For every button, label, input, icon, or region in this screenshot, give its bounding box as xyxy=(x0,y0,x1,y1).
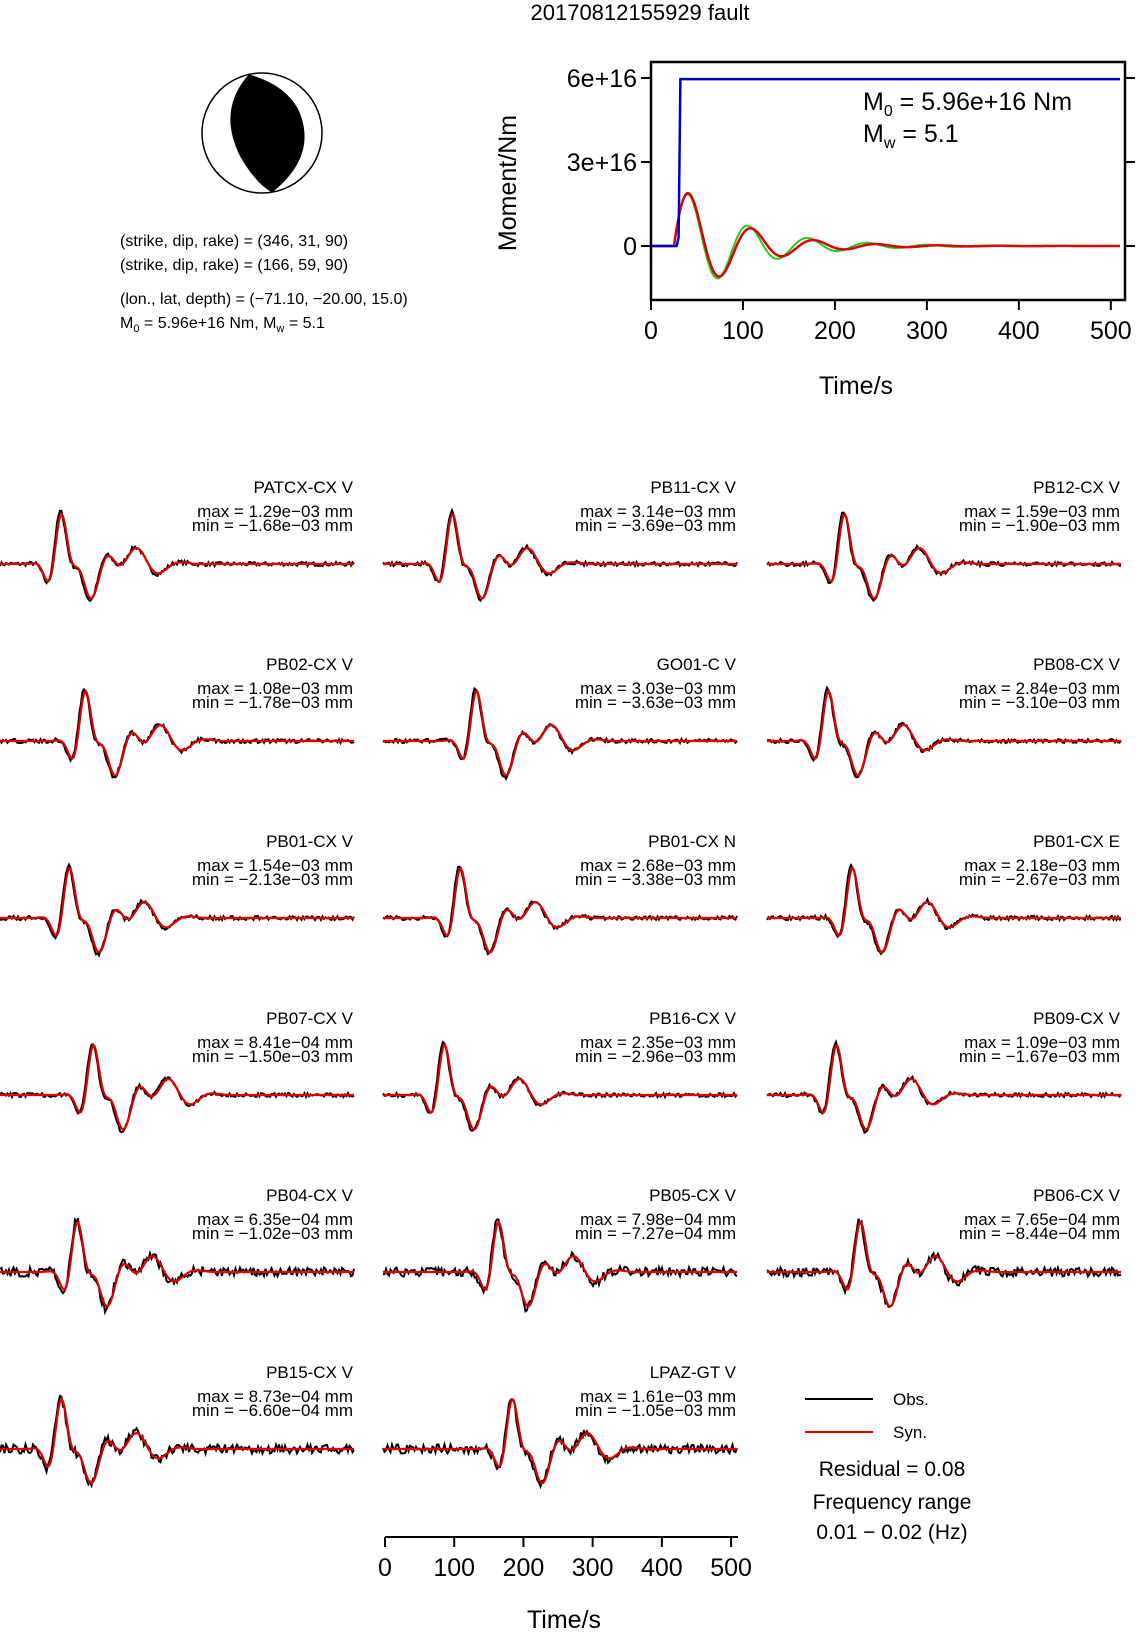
waveform-time-axis xyxy=(378,1537,752,1582)
station-name: PB01-CX V xyxy=(266,832,353,851)
station-min: min = −7.27e−04 mm xyxy=(574,1224,736,1243)
waveform-panel xyxy=(383,655,737,779)
station-max: max = 2.18e−03 mm xyxy=(964,856,1120,875)
plane1-text: (strike, dip, rake) = (346, 31, 90) xyxy=(120,233,349,250)
waveform-panel xyxy=(0,478,354,601)
station-name: PB01-CX N xyxy=(648,832,736,851)
station-min: min = −2.67e−03 mm xyxy=(958,870,1120,889)
moment-x-tick-label: 300 xyxy=(906,317,948,345)
station-name: PB16-CX V xyxy=(649,1009,736,1028)
waveform-x-label: Time/s xyxy=(526,1606,602,1634)
legend-syn-label: Syn. xyxy=(893,1423,928,1442)
waveform-panel xyxy=(383,1363,737,1486)
moment-x-label: Time/s xyxy=(818,372,894,400)
moment-y-label: Moment/Nm xyxy=(494,114,522,252)
moment-series-red xyxy=(651,193,1120,277)
moment-chart xyxy=(494,62,1135,400)
station-min: min = −3.69e−03 mm xyxy=(574,516,736,535)
waveform-panel xyxy=(0,1009,354,1132)
source-info xyxy=(120,233,408,335)
station-name: PB02-CX V xyxy=(266,655,353,674)
waveform-panel xyxy=(383,832,737,954)
moment-x-tick-label: 500 xyxy=(1089,317,1132,345)
station-min: min = −3.63e−03 mm xyxy=(574,693,736,712)
station-max: max = 1.54e−03 mm xyxy=(197,856,353,875)
beachball xyxy=(202,73,322,193)
station-min: min = −3.10e−03 mm xyxy=(958,693,1120,712)
station-max: max = 3.14e−03 mm xyxy=(580,502,736,521)
station-max: max = 3.03e−03 mm xyxy=(580,679,736,698)
plane2-text: (strike, dip, rake) = (166, 59, 90) xyxy=(120,257,349,274)
station-name: PB11-CX V xyxy=(650,478,736,497)
waveform-axis-tick-label: 0 xyxy=(378,1554,392,1582)
station-max: max = 1.09e−03 mm xyxy=(964,1033,1120,1052)
station-name: LPAZ-GT V xyxy=(649,1363,736,1382)
station-min: min = −1.78e−03 mm xyxy=(191,693,353,712)
station-min: min = −1.67e−03 mm xyxy=(958,1047,1120,1066)
waveform-panel xyxy=(767,478,1121,601)
waveform-panel xyxy=(383,1186,737,1311)
waveform-panel xyxy=(0,1186,354,1312)
station-max: max = 2.68e−03 mm xyxy=(580,856,736,875)
moment-x-axis xyxy=(644,300,1132,345)
waveform-panel xyxy=(0,655,354,777)
station-max: max = 1.08e−03 mm xyxy=(197,679,353,698)
station-name: PB09-CX V xyxy=(1033,1009,1120,1028)
station-min: min = −8.44e−04 mm xyxy=(958,1224,1120,1243)
waveform-panel xyxy=(0,832,354,955)
station-min: min = −1.02e−03 mm xyxy=(191,1224,353,1243)
waveform-axis-tick-label: 500 xyxy=(710,1554,752,1582)
station-name: GO01-C V xyxy=(656,655,736,674)
legend-obs-label: Obs. xyxy=(893,1390,929,1409)
moment-y-tick-label: 0 xyxy=(623,233,637,261)
moment-mw-label: $M_w = 5.1$ xyxy=(863,120,959,152)
station-max: max = 7.65e−04 mm xyxy=(964,1210,1120,1229)
moment-y-tick-label: 6e+16 xyxy=(566,65,637,93)
waveform-panel xyxy=(0,1363,354,1485)
moment-x-tick-label: 0 xyxy=(644,317,658,345)
station-min: min = −3.38e−03 mm xyxy=(574,870,736,889)
moment-m0-label: $M_0 = 5.96e+16$ Nm xyxy=(863,88,1073,120)
waveform-axis-tick-label: 100 xyxy=(433,1554,476,1582)
moment-x-tick-label: 100 xyxy=(722,317,764,345)
station-min: min = −2.96e−03 mm xyxy=(574,1047,736,1066)
station-max: max = 8.41e−04 mm xyxy=(197,1033,353,1052)
station-name: PB07-CX V xyxy=(266,1009,353,1028)
station-name: PB01-CX E xyxy=(1033,832,1120,851)
station-max: max = 7.98e−04 mm xyxy=(580,1210,736,1229)
figure-title: 20170812155929 fault xyxy=(530,0,750,25)
waveform-panels xyxy=(0,478,1121,1486)
station-max: max = 2.84e−03 mm xyxy=(964,679,1120,698)
location-text: (lon., lat, depth) = (−71.10, −20.00, 15.0) xyxy=(120,291,408,308)
moment-x-tick-label: 200 xyxy=(814,317,856,345)
station-max: max = 6.35e−04 mm xyxy=(197,1210,353,1229)
station-name: PB15-CX V xyxy=(266,1363,353,1382)
legend xyxy=(805,1390,971,1544)
waveform-axis-tick-label: 200 xyxy=(502,1554,545,1582)
station-min: min = −1.50e−03 mm xyxy=(191,1047,353,1066)
station-max: max = 1.29e−03 mm xyxy=(197,502,353,521)
station-max: max = 1.61e−03 mm xyxy=(580,1387,736,1406)
station-name: PB12-CX V xyxy=(1033,478,1120,497)
station-min: min = −6.60e−04 mm xyxy=(191,1401,353,1420)
moment-series-green xyxy=(651,194,1120,278)
residual-text: Residual = 0.08 xyxy=(818,1458,966,1481)
waveform-axis-tick-label: 300 xyxy=(571,1554,614,1582)
waveform-panel xyxy=(767,1186,1121,1307)
station-min: min = −1.68e−03 mm xyxy=(191,516,353,535)
station-name: PB08-CX V xyxy=(1033,655,1120,674)
station-name: PATCX-CX V xyxy=(253,478,353,497)
station-max: max = 8.73e−04 mm xyxy=(197,1387,353,1406)
moment-y-tick-label: 3e+16 xyxy=(566,149,637,177)
waveform-panel xyxy=(767,832,1121,954)
moment-x-tick-label: 400 xyxy=(997,317,1040,345)
station-min: min = −1.90e−03 mm xyxy=(958,516,1120,535)
station-max: max = 1.59e−03 mm xyxy=(964,502,1120,521)
station-min: min = −2.13e−03 mm xyxy=(191,870,353,889)
station-min: min = −1.05e−03 mm xyxy=(574,1401,736,1420)
frequency-value: 0.01 − 0.02 (Hz) xyxy=(816,1521,968,1544)
waveform-panel xyxy=(767,655,1121,777)
station-name: PB04-CX V xyxy=(266,1186,353,1205)
moment-text: $M_0 = 5.96e+16$ Nm, $M_w = 5.1$ xyxy=(120,315,325,335)
waveform-panel xyxy=(383,1009,737,1131)
waveform-axis-tick-label: 400 xyxy=(641,1554,683,1582)
station-name: PB05-CX V xyxy=(649,1186,736,1205)
waveform-panel xyxy=(383,478,737,601)
frequency-title: Frequency range xyxy=(812,1491,972,1514)
station-max: max = 2.35e−03 mm xyxy=(580,1033,736,1052)
station-name: PB06-CX V xyxy=(1033,1186,1120,1205)
waveform-panel xyxy=(767,1009,1121,1133)
